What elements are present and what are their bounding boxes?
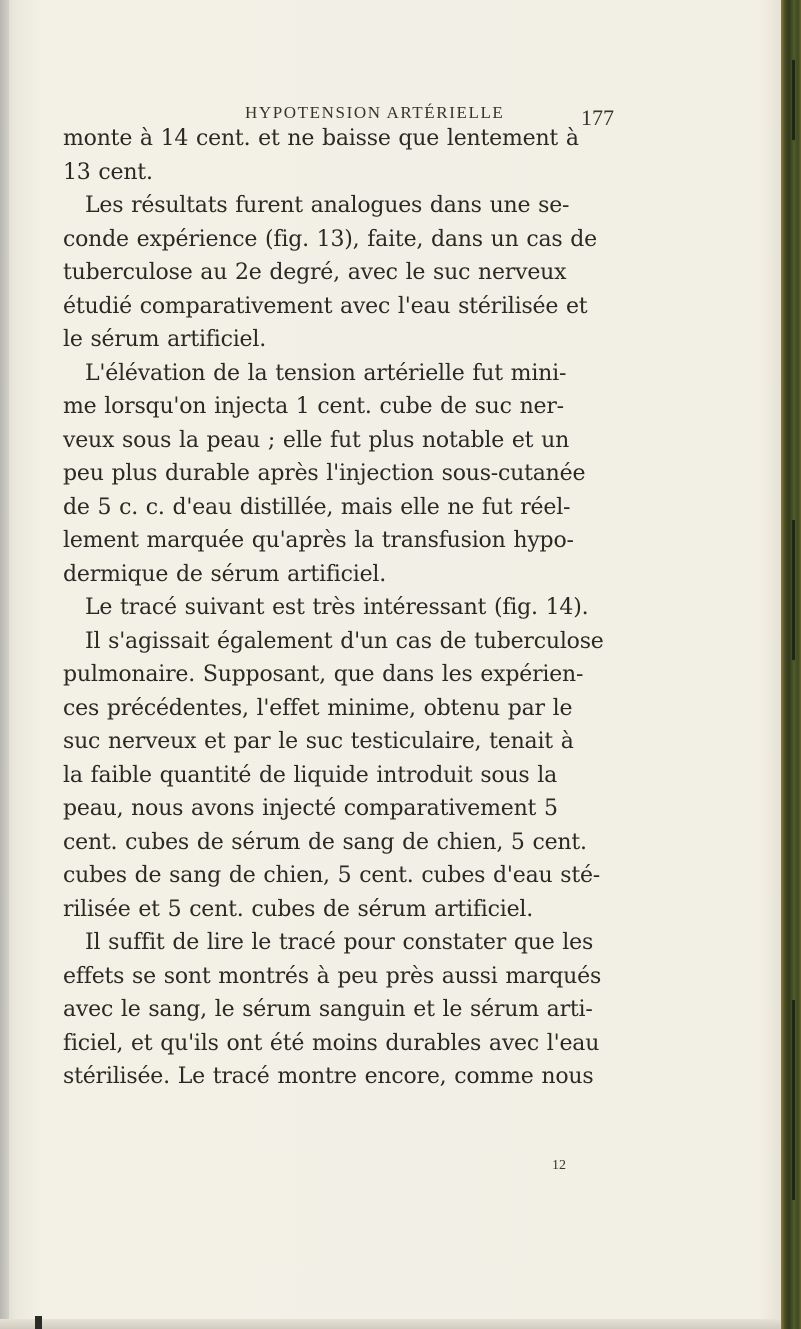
spine-stripe <box>792 1000 795 1200</box>
text-line: peu plus durable après l'injection sous-cutanée <box>63 461 586 486</box>
spine-stripe <box>792 60 795 140</box>
signature-mark: 12 <box>552 1158 566 1173</box>
text-line: suc nerveux et par le suc testiculaire, tenait à <box>63 729 574 754</box>
text-line: me lorsqu'on injecta 1 cent. cube de suc ner- <box>63 394 564 419</box>
text-line: tuberculose au 2e degré, avec le suc nerveux <box>63 260 567 285</box>
text-line: dermique de sérum artificiel. <box>63 561 387 587</box>
text-line: Il suffit de lire le tracé pour constater que les <box>85 930 594 955</box>
text-line: peau, nous avons injecté comparativement 5 <box>63 796 558 821</box>
text-line: cubes de sang de chien, 5 cent. cubes d'eau sté- <box>63 863 601 888</box>
text-line: monte à 14 cent. et ne baisse que lentement à <box>63 126 579 151</box>
text-line: rilisée et 5 cent. cubes de sérum artificiel. <box>63 896 534 922</box>
text-line: conde expérience (fig. 13), faite, dans un cas de <box>63 226 597 252</box>
text-line: 13 cent. <box>63 159 153 185</box>
text-line: L'élévation de la tension artérielle fut mini- <box>85 360 567 386</box>
text-line: stérilisée. Le tracé montre encore, comme nous <box>63 1064 594 1089</box>
text-line: effets se sont montrés à peu près aussi marqués <box>63 963 602 989</box>
text-line: ces précédentes, l'effet minime, obtenu par le <box>63 695 573 721</box>
text-line: ficiel, et qu'ils ont été moins durables avec l'eau <box>63 1030 600 1056</box>
page-number: 177 <box>581 105 614 130</box>
spine-stripe <box>792 520 795 660</box>
text-line: Le tracé suivant est très intéressant (fig. 14). <box>85 595 589 620</box>
page-bottom-edge <box>0 1319 781 1329</box>
text-line: le sérum artificiel. <box>63 327 266 352</box>
text-line: Les résultats furent analogues dans une se- <box>85 193 570 218</box>
text-line: avec le sang, le sérum sanguin et le sérum arti- <box>63 997 593 1022</box>
text-line: la faible quantité de liquide introduit sous la <box>63 762 558 788</box>
text-line: étudié comparativement avec l'eau stérilisée et <box>63 293 588 319</box>
book-spine <box>781 0 801 1329</box>
text-line: pulmonaire. Supposant, que dans les expérien- <box>63 662 584 687</box>
running-title: HYPOTENSION ARTÉRIELLE <box>245 103 505 122</box>
text-line: veux sous la peau ; elle fut plus notable et un <box>63 427 570 453</box>
page-left-edge <box>0 0 9 1329</box>
text-line: cent. cubes de sérum de sang de chien, 5 cent. <box>63 829 587 855</box>
text-line: Il s'agissait également d'un cas de tuberculose <box>85 628 604 654</box>
bottom-edge-mark <box>35 1316 42 1329</box>
text-line: de 5 c. c. d'eau distillée, mais elle ne fut réel- <box>63 494 571 520</box>
body-text <box>63 122 638 1094</box>
text-line: lement marquée qu'après la transfusion hypo- <box>63 528 574 553</box>
